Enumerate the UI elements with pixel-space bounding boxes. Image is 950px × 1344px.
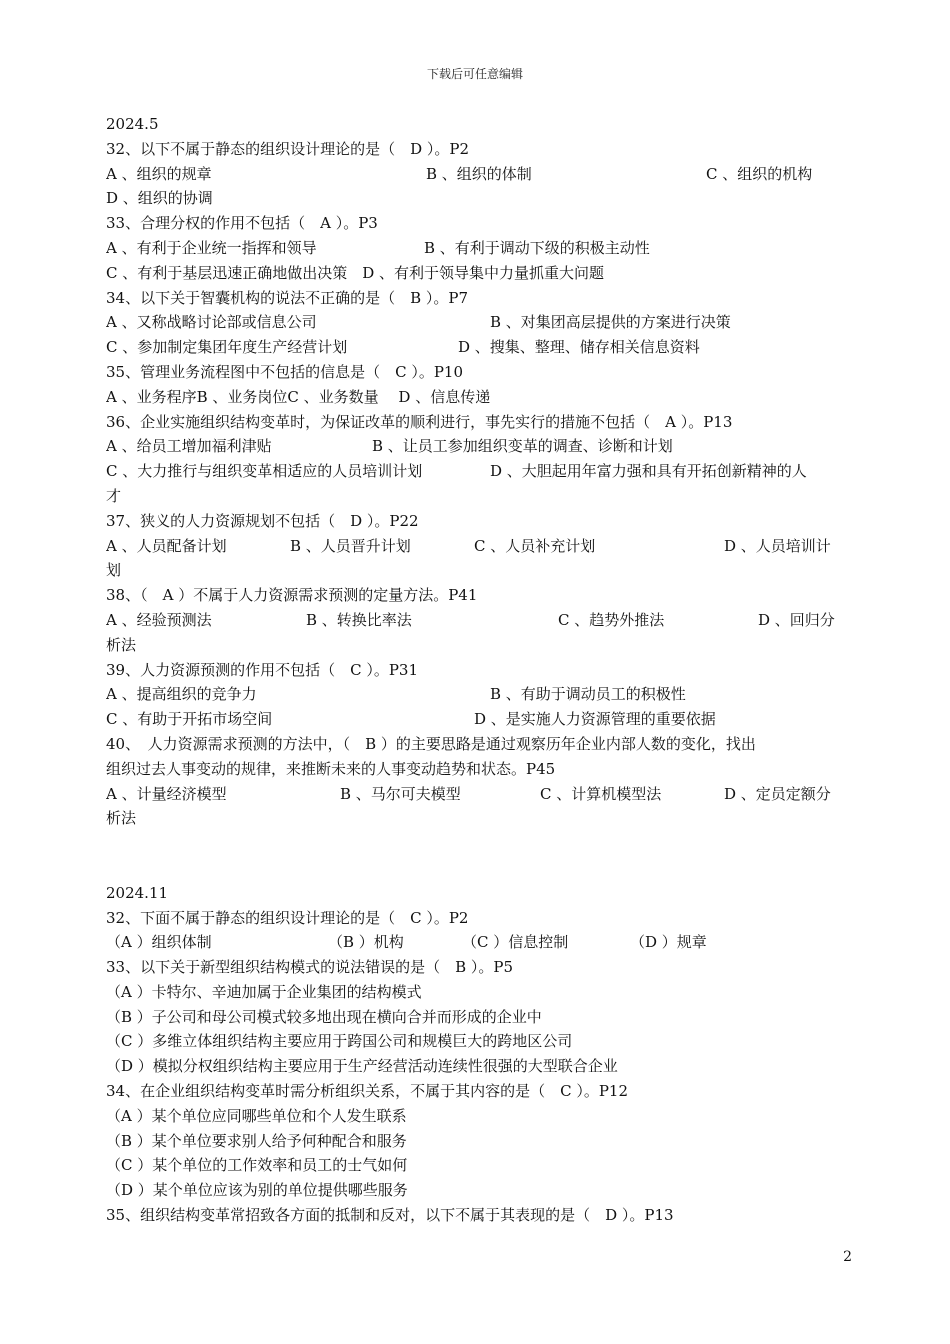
option-a: （A ）组织体制 <box>106 933 212 952</box>
section-spacer <box>106 831 846 881</box>
question-39-options-row <box>106 682 846 707</box>
option-b: B 、有助于调动员工的积极性 <box>490 685 686 704</box>
question-39-stem: 39、人力资源预测的作用不包括（ C ）。P31 <box>106 660 419 679</box>
document-body <box>106 112 846 1228</box>
question-38-stem: 38、（ A ）不属于人力资源需求预测的定量方法。P41 <box>106 586 478 605</box>
option-b: B 、让员工参加组织变革的调查、诊断和计划 <box>372 437 673 456</box>
question-34-stem: 34、在企业组织结构变革时需分析组织关系，不属于其内容的是（ C ）。P12 <box>106 1082 629 1101</box>
question-38-option-d-wrap: 析法 <box>106 635 137 654</box>
option-d: D 、是实施人力资源管理的重要依据 <box>474 710 716 729</box>
question-37-option-d-wrap: 划 <box>106 561 122 580</box>
question-40-options-row <box>106 782 846 807</box>
option-c: C 、有助于开拓市场空间 <box>106 710 273 729</box>
question-36-options-row-2 <box>106 459 846 484</box>
question-33-stem: 33、以下关于新型组织结构模式的说法错误的是（ B ）。P5 <box>106 958 514 977</box>
question-34-stem: 34、以下关于智囊机构的说法不正确的是（ B ）。P7 <box>106 288 469 307</box>
option-b: （B ）机构 <box>328 933 404 952</box>
option-a: A 、计量经济模型 <box>106 784 227 803</box>
question-32-options-row <box>106 930 846 955</box>
question-34-option-d: （D ）某个单位应该为别的单位提供哪些服务 <box>106 1181 408 1200</box>
option-a: A 、提高组织的竞争力 <box>106 685 257 704</box>
question-33-option-d: （D ）模拟分权组织结构主要应用于生产经营活动连续性很强的大型联合企业 <box>106 1057 618 1076</box>
question-32-option-d: D 、组织的协调 <box>106 189 213 208</box>
question-36-option-d-wrap: 才 <box>106 486 122 505</box>
question-34-option-c: （C ）某个单位的工作效率和员工的士气如何 <box>106 1156 408 1175</box>
option-d: D 、大胆起用年富力强和具有开拓创新精神的人 <box>490 462 807 481</box>
option-d: D 、人员培训计 <box>724 536 831 555</box>
section-year-heading: 2024.11 <box>106 883 169 902</box>
option-b: B 、马尔可夫模型 <box>340 784 461 803</box>
option-b: B 、组织的体制 <box>426 164 532 183</box>
option-a: A 、又称战略讨论部或信息公司 <box>106 313 317 332</box>
question-34-option-b: （B ）某个单位要求别人给予何种配合和服务 <box>106 1131 407 1150</box>
question-35-stem: 35、管理业务流程图中不包括的信息是（ C ）。P10 <box>106 362 464 381</box>
question-40-stem: 40、 人力资源需求预测的方法中，（ B ）的主要思路是通过观察历年企业内部人数的变化，找出 <box>106 734 756 753</box>
option-c: C 、计算机模型法 <box>540 784 662 803</box>
question-39-options-row-2 <box>106 707 846 732</box>
section-year-heading: 2024.5 <box>106 115 159 133</box>
question-33-stem: 33、合理分权的作用不包括（ A ）。P3 <box>106 214 378 233</box>
option-b: B 、人员晋升计划 <box>290 536 411 555</box>
option-d: D 、定员定额分 <box>724 784 831 803</box>
option-a: A 、经验预测法 <box>106 610 212 629</box>
option-c: C 、人员补充计划 <box>474 536 596 555</box>
question-33-option-b: （B ）子公司和母公司模式较多地出现在横向合并而形成的企业中 <box>106 1007 542 1026</box>
question-40-stem-cont: 组织过去人事变动的规律，来推断未来的人事变动趋势和状态。P45 <box>106 759 556 778</box>
option-d: （D ）规章 <box>630 933 707 952</box>
page-number: 2 <box>843 1249 852 1265</box>
question-33-options-row-2: C 、有利于基层迅速正确地做出决策 D 、有利于领导集中力量抓重大问题 <box>106 263 605 282</box>
question-35-options-row: A 、业务程序B 、业务岗位C 、业务数量 D 、信息传递 <box>106 387 491 406</box>
option-c: C 、大力推行与组织变革相适应的人员培训计划 <box>106 462 423 481</box>
option-c: C 、组织的机构 <box>706 164 813 183</box>
question-34-option-a: （A ）某个单位应同哪些单位和个人发生联系 <box>106 1106 407 1125</box>
option-d: D 、搜集、整理、储存相关信息资料 <box>458 338 700 357</box>
question-33-option-c: （C ）多维立体组织结构主要应用于跨国公司和规模巨大的跨地区公司 <box>106 1032 573 1051</box>
question-33-options-row <box>106 236 846 261</box>
option-d: D 、回归分 <box>758 610 835 629</box>
page-header: 下载后可任意编辑 <box>426 67 523 81</box>
question-37-options-row <box>106 534 846 559</box>
option-a: A 、人员配备计划 <box>106 536 227 555</box>
question-32-options-row <box>106 162 846 187</box>
option-b: B 、转换比率法 <box>306 610 412 629</box>
question-36-options-row <box>106 434 846 459</box>
option-c: C 、参加制定集团年度生产经营计划 <box>106 338 348 357</box>
option-c: （C ）信息控制 <box>462 933 569 952</box>
question-35-stem: 35、组织结构变革常招致各方面的抵制和反对，以下不属于其表现的是（ D ）。P13 <box>106 1206 674 1225</box>
question-34-options-row-2 <box>106 335 846 360</box>
question-32-stem: 32、以下不属于静态的组织设计理论的是（ D ）。P2 <box>106 139 470 158</box>
question-38-options-row <box>106 608 846 633</box>
question-34-options-row <box>106 310 846 335</box>
question-40-option-d-wrap: 析法 <box>106 809 137 828</box>
question-33-option-a: （A ）卡特尔、辛迪加属于企业集团的结构模式 <box>106 982 422 1001</box>
option-a: A 、有利于企业统一指挥和领导 <box>106 238 317 257</box>
option-a: A 、给员工增加福利津贴 <box>106 437 272 456</box>
question-36-stem: 36、企业实施组织结构变革时，为保证改革的顺利进行，事先实行的措施不包括（ A ）。P13 <box>106 412 733 431</box>
option-b: B 、有利于调动下级的积极主动性 <box>424 238 650 257</box>
question-32-stem: 32、下面不属于静态的组织设计理论的是（ C ）。P2 <box>106 908 469 927</box>
question-37-stem: 37、狭义的人力资源规划不包括（ D ）。P22 <box>106 511 419 530</box>
option-a: A 、组织的规章 <box>106 164 212 183</box>
option-c: C 、趋势外推法 <box>558 610 665 629</box>
option-b: B 、对集团高层提供的方案进行决策 <box>490 313 731 332</box>
